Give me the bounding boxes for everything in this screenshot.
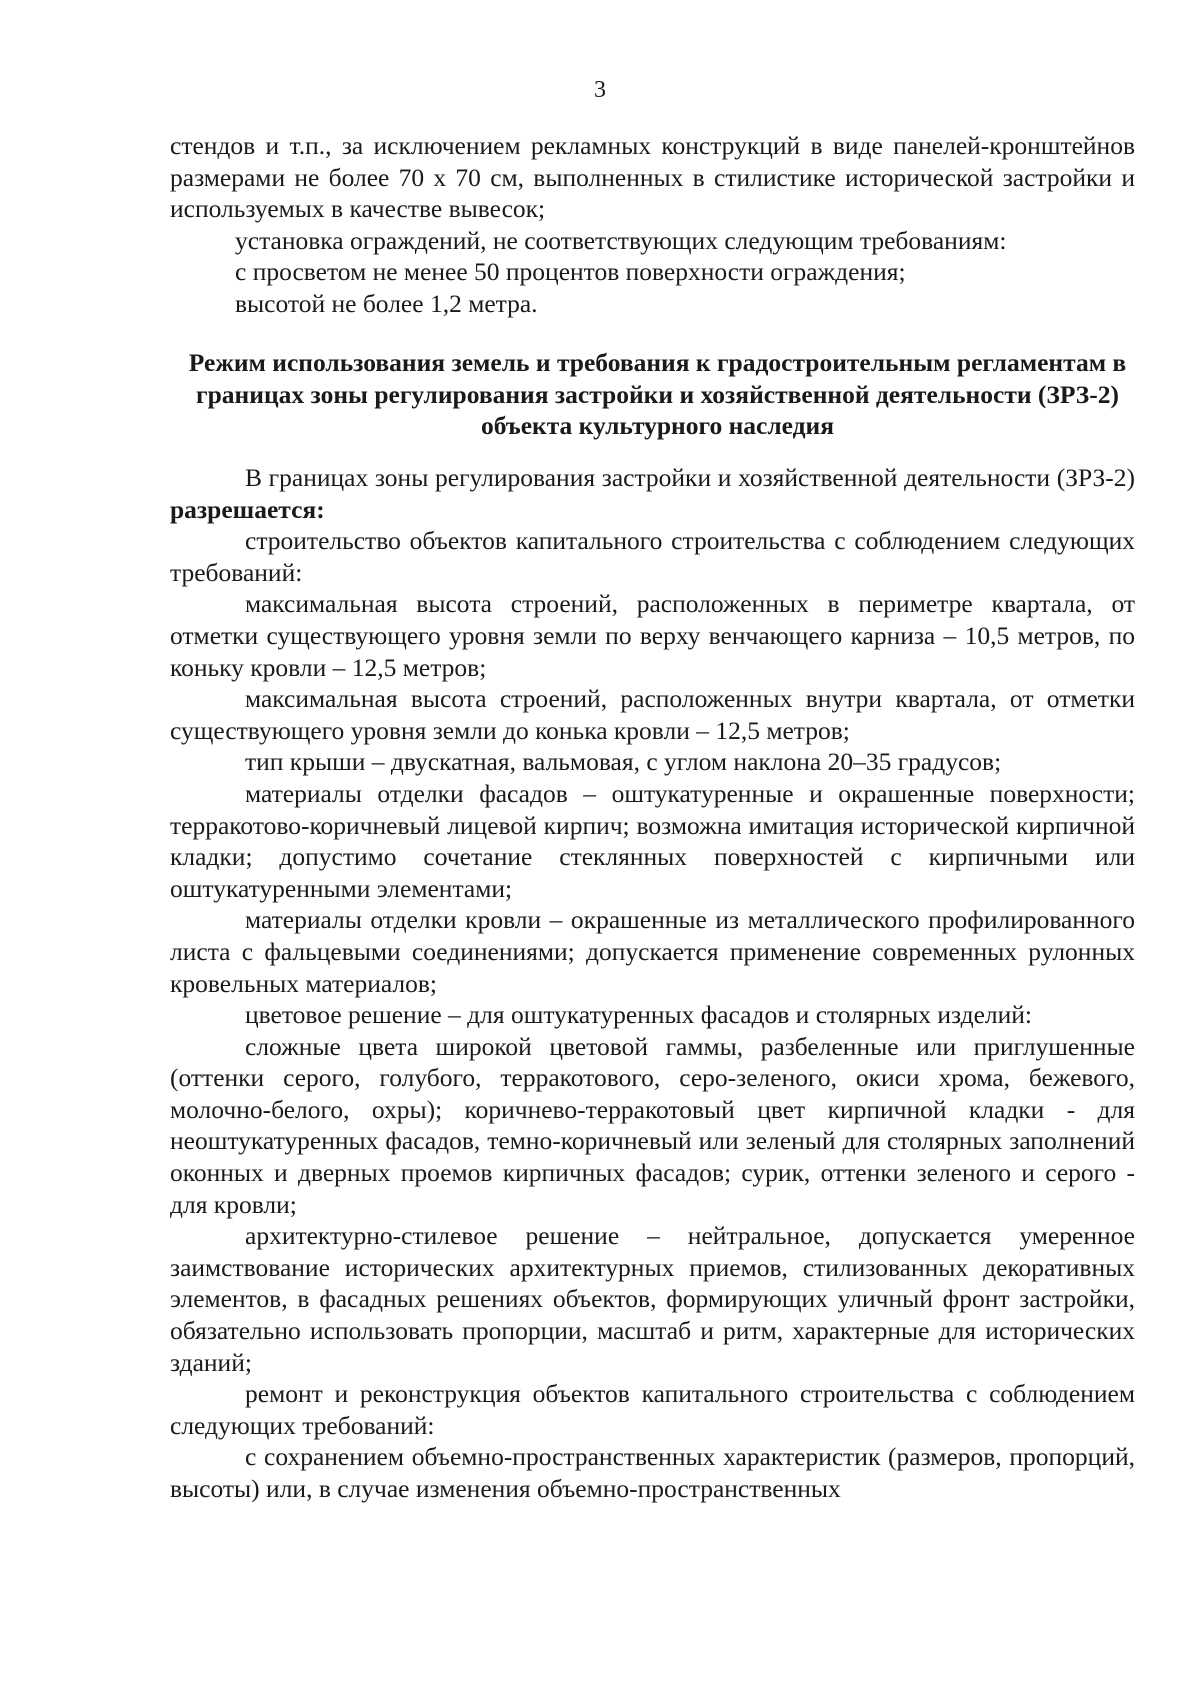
paragraph: установка ограждений, не соответствующих следующим требованиям: (235, 225, 1007, 255)
zrz2-requirements (170, 462, 1135, 1505)
paragraph: стендов и т.п., за исключением рекламных конструкций в виде панелей-кронштейнов размерами не более 70 x 70 см, выполненных в стилистике исторической застройки и используемых в качестве вывесок; (170, 131, 1135, 224)
prohibitions-continued (170, 130, 1135, 320)
paragraph: цветовое решение – для оштукатуренных фасадов и столярных изделий: (245, 1000, 1033, 1030)
intro-paragraph (170, 462, 1135, 525)
paragraph: сложные цвета широкой цветовой гаммы, разбеленные или приглушенные (оттенки серого, голубого, терракотового, серо-зеленого, окиси хрома, бежевого, молочно-белого, охры); коричнево-терракотовый цвет кирпичной кладки - для неоштукатуренных фасадов, темно-коричневый или зеленый для столярных заполнений оконных и дверных проемов кирпичных фасадов; сурик, оттенки зеленого и серого - для кровли; (170, 1031, 1135, 1219)
paragraph: максимальная высота строений, расположенных в периметре квартала, от отметки существующего уровня земли по верху венчающего карниза – 10,5 метров, по коньку кровли – 12,5 метров; (170, 589, 1135, 682)
section-title: Режим использования земель и требования к градостроительным регламентам в границах зоны регулирования застройки и хозяйственной деятельности (ЗРЗ-2) объекта культурного наследия (188, 348, 1127, 441)
page-number: 3 (594, 77, 606, 103)
paragraph: материалы отделки фасадов – оштукатуренные и окрашенные поверхности; терракотово-коричневый лицевой кирпич; возможна имитация исторической кирпичной кладки; допустимо сочетание стеклянных поверхностей с кирпичными или оштукатуренными элементами; (170, 778, 1135, 903)
paragraph: с просветом не менее 50 процентов поверхности ограждения; (235, 257, 906, 287)
paragraph: материалы отделки кровли – окрашенные из металлического профилированного листа с фальцевыми соединениями; допускается применение современных рулонных кровельных материалов; (170, 905, 1135, 998)
paragraph: с сохранением объемно-пространственных характеристик (размеров, пропорций, высоты) или, в случае изменения объемно-пространственных (170, 1442, 1135, 1503)
paragraph: максимальная высота строений, расположенных внутри квартала, от отметки существующего уровня земли до конька кровли – 12,5 метров; (170, 684, 1135, 745)
paragraph: строительство объектов капитального строительства с соблюдением следующих требований: (170, 526, 1135, 587)
intro-bold: разрешается: (170, 494, 325, 524)
paragraph: высотой не более 1,2 метра. (235, 288, 538, 318)
paragraph: ремонт и реконструкция объектов капитального строительства с соблюдением следующих требований: (170, 1379, 1135, 1440)
section-heading (180, 347, 1135, 442)
paragraph: архитектурно-стилевое решение – нейтральное, допускается умеренное заимствование исторических архитектурных приемов, стилизованных декоративных элементов, в фасадных решениях объектов, формирующих уличный фронт застройки, обязательно использовать пропорции, масштаб и ритм, характерные для исторических зданий; (170, 1221, 1135, 1377)
paragraph: тип крыши – двускатная, вальмовая, с углом наклона 20–35 градусов; (245, 747, 1002, 777)
intro-text: В границах зоны регулирования застройки и хозяйственной деятельности (ЗРЗ-2) (245, 463, 1135, 492)
